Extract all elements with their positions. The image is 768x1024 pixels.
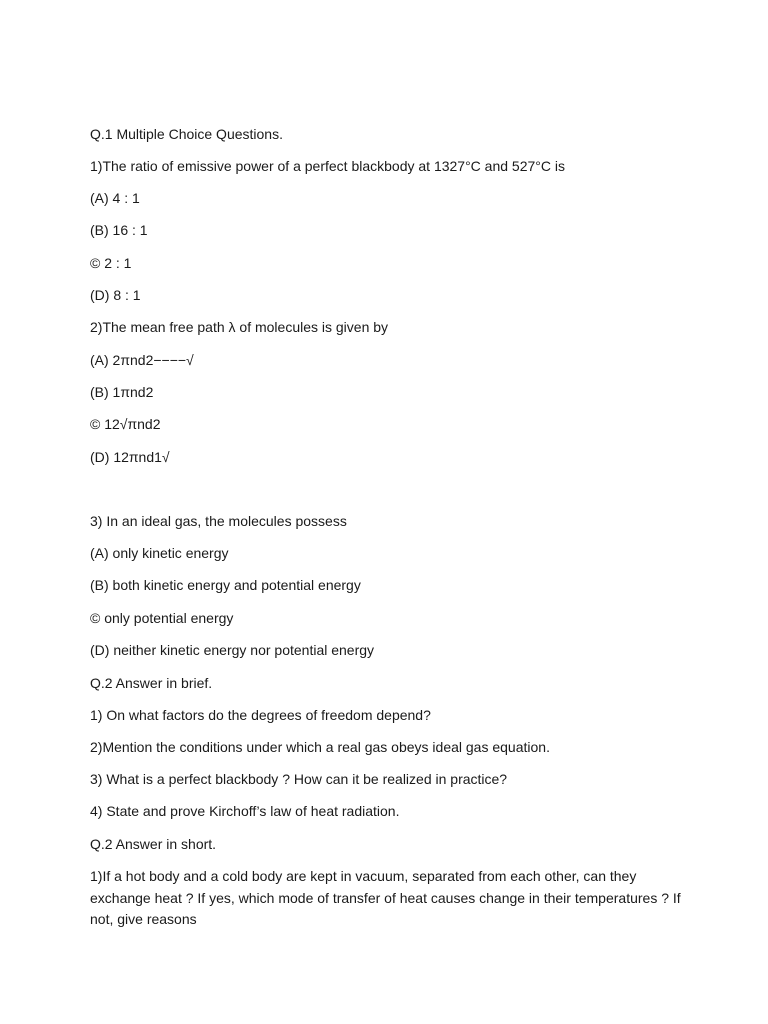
- question-3: 3) In an ideal gas, the molecules possess: [90, 513, 347, 529]
- question-1-option-d: (D) 8 : 1: [90, 287, 141, 303]
- question-3-option-b: (B) both kinetic energy and potential energy: [90, 577, 361, 593]
- brief-question-2: 2)Mention the conditions under which a real gas obeys ideal gas equation.: [90, 739, 550, 755]
- question-1-option-a: (A) 4 : 1: [90, 190, 140, 206]
- question-3-option-d: (D) neither kinetic energy nor potential energy: [90, 642, 375, 658]
- question-1-option-c: © 2 : 1: [90, 255, 132, 271]
- section-heading-q2-short: Q.2 Answer in short.: [90, 836, 217, 852]
- section-heading-q2-brief: Q.2 Answer in brief.: [90, 675, 213, 691]
- brief-question-3: 3) What is a perfect blackbody ? How can it be realized in practice?: [90, 771, 508, 787]
- brief-question-1: 1) On what factors do the degrees of freedom depend?: [90, 707, 431, 723]
- short-question-1: 1)If a hot body and a cold body are kept in vacuum, separated from each other, can they exchange heat ? If yes, which mode of transfer of heat causes change in their temperatures ? If not, give reasons: [90, 868, 681, 927]
- question-1: 1)The ratio of emissive power of a perfect blackbody at 1327°C and 527°C is: [90, 158, 566, 174]
- question-2-option-a: (A) 2πnd2−−−−√: [90, 352, 194, 368]
- section-heading-q1: Q.1 Multiple Choice Questions.: [90, 126, 283, 142]
- brief-question-4: 4) State and prove Kirchoff’s law of heat radiation.: [90, 803, 400, 819]
- question-2-option-d: (D) 12πnd1√: [90, 449, 170, 465]
- question-3-option-c: © only potential energy: [90, 610, 234, 626]
- question-2-option-b: (B) 1πnd2: [90, 384, 154, 400]
- question-3-option-a: (A) only kinetic energy: [90, 545, 229, 561]
- question-2-option-c: © 12√πnd2: [90, 416, 161, 432]
- question-2: 2)The mean free path λ of molecules is given by: [90, 319, 389, 335]
- question-1-option-b: (B) 16 : 1: [90, 222, 148, 238]
